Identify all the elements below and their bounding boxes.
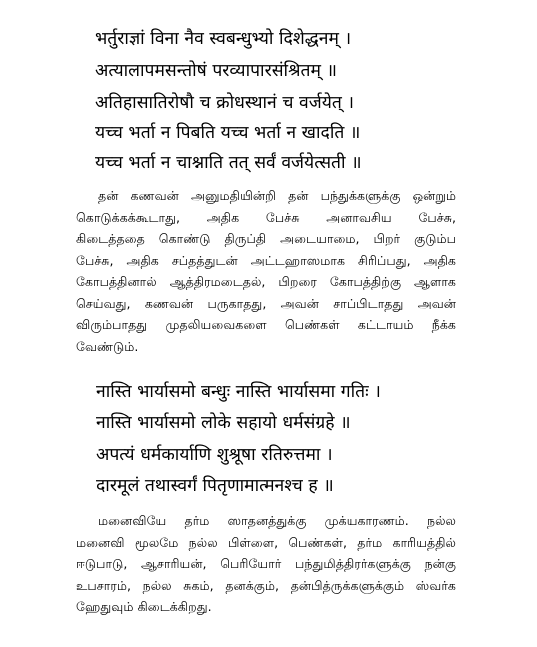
tamil-prose-line: உபசாரம், நல்ல சுகம், தனக்கும், தன்பித்ருக்களுக்கும் ஸ்வர்க [76,577,456,593]
tamil-prose-line: மனைவியே தர்ம ஸாதனத்துக்கு முக்யகாரணம். நல்ல [98,513,456,528]
sanskrit-verse-line: भर्तुराज्ञां विना नैव स्वबन्धुभ्यो दिशेद्धनम् । [95,29,352,49]
sanskrit-verse-line: अतिहासातिरोषौ च क्रोधस्थानं च वर्जयेत् । [95,93,355,113]
tamil-prose-line: கோபத்தினால் ஆத்திரமடைதல், பிறரை கோபத்திற்கு ஆளாக [76,274,456,289]
tamil-commentary-paragraph-1 [76,185,456,357]
tamil-commentary-paragraph-2 [76,510,456,618]
tamil-prose-line: செய்வது, கணவன் பருகாதது, அவன் சாப்பிடாதது அவன் [76,295,456,311]
tamil-prose-line: தன் கணவன் அனுமதியின்றி தன் பந்துக்களுக்கு ஒன்றும் [98,188,456,203]
sanskrit-verse-line: अपत्यं धर्मकार्याणि शुश्रूषा रतिरुत्तमा । [96,445,333,465]
tamil-prose-line: ஈடுபாடு, ஆசாரியன், பெரியோர் பந்துமித்திரர்களுக்கு நன்கு [76,556,456,571]
sanskrit-verse-line: यच्च भर्ता न पिबति यच्च भर्ता न खादति ॥ [95,123,361,143]
sanskrit-verse-line: नास्ति भार्यासमो लोके सहायो धर्मसंग्रहे ॥ [96,413,351,433]
sanskrit-verse-line: नास्ति भार्यासमो बन्धुः नास्ति भार्यासमा गतिः । [96,382,381,402]
tamil-prose-line: கிடைத்ததை கொண்டு திருப்தி அடையாமை, பிறர் குடும்ப [76,231,456,246]
tamil-prose-line: விரும்பாதது முதலியவைகளை பெண்கள் கட்டாயம் நீக்க [76,317,456,332]
sanskrit-verse-line: दारमूलं तथास्वर्गं पितृणामात्मनश्च ह ॥ [96,476,334,496]
tamil-prose-line: கொடுக்கக்கூடாது, அதிக பேச்சு அனாவசிய பேச்சு, [76,209,456,225]
sanskrit-verse-line: यच्च भर्ता न चाश्नाति तत् सर्वं वर्जयेत्सती ॥ [95,153,362,173]
tamil-prose-line: மனைவி மூலமே நல்ல பிள்ளை, பெண்கள், தர்ம காரியத்தில் [76,534,456,550]
sanskrit-verse-line: अत्यालापमसन्तोषं परव्यापारसंश्रितम् ॥ [95,61,337,81]
tamil-prose-line: பேச்சு, அதிக சப்தத்துடன் அட்டஹாஸமாக சிரிப்பது, அதிக [76,252,456,268]
tamil-prose-line: வேண்டும். [76,338,139,354]
tamil-prose-line: ஹேதுவும் கிடைக்கிறது. [76,599,212,614]
